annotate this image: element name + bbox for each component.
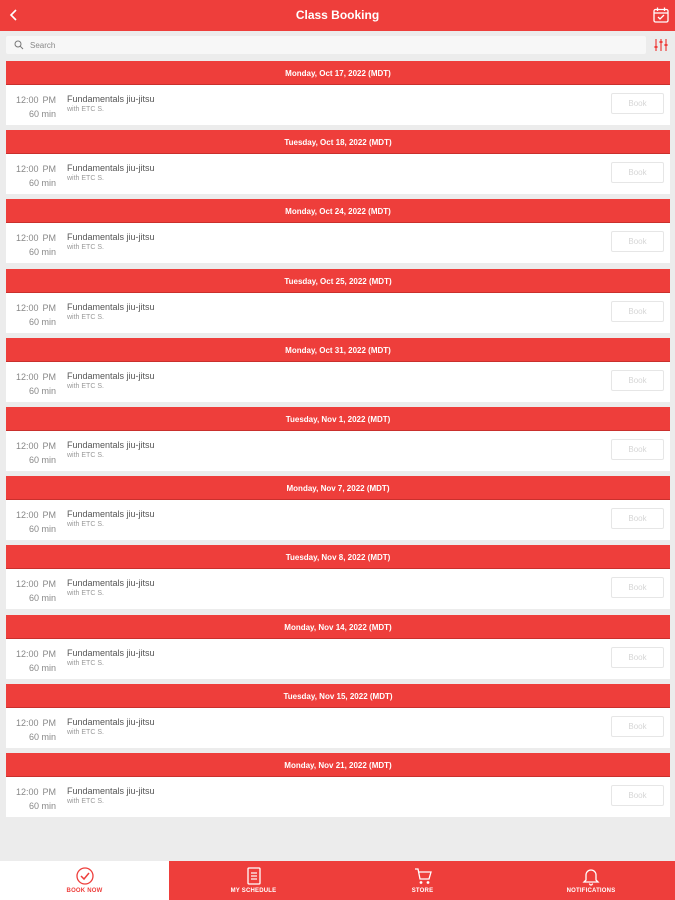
- class-name: Fundamentals jiu-jitsu: [67, 785, 155, 796]
- day-header: Monday, Oct 31, 2022 (MDT): [6, 338, 670, 362]
- am-pm: PM: [42, 440, 56, 451]
- bell-icon: [581, 866, 601, 886]
- class-row[interactable]: [6, 569, 670, 609]
- day-group: [6, 269, 670, 338]
- class-name: Fundamentals jiu-jitsu: [67, 509, 155, 520]
- duration: 60 min: [28, 385, 56, 396]
- nav-book-now[interactable]: [0, 861, 169, 900]
- day-header: Monday, Oct 17, 2022 (MDT): [6, 61, 670, 85]
- day-header: Monday, Nov 7, 2022 (MDT): [6, 476, 670, 500]
- bottom-nav: [0, 861, 675, 900]
- class-time: [6, 508, 56, 536]
- class-row[interactable]: [6, 223, 670, 263]
- class-name: Fundamentals jiu-jitsu: [67, 439, 155, 450]
- instructor: with ETC S.: [67, 659, 104, 667]
- day-header: Tuesday, Oct 18, 2022 (MDT): [6, 130, 670, 154]
- page-title: Class Booking: [295, 8, 380, 22]
- book-button[interactable]: Book: [611, 301, 664, 322]
- class-time: [6, 93, 56, 121]
- book-button[interactable]: Book: [611, 439, 664, 460]
- instructor: with ETC S.: [67, 728, 104, 736]
- class-time: [6, 716, 56, 744]
- book-button[interactable]: Book: [611, 577, 664, 598]
- calendar-icon: [652, 6, 670, 24]
- instructor: with ETC S.: [67, 175, 104, 183]
- duration: 60 min: [28, 316, 56, 327]
- class-time: [6, 647, 56, 675]
- am-pm: PM: [42, 164, 56, 175]
- class-name: Fundamentals jiu-jitsu: [67, 578, 155, 589]
- day-group: [6, 61, 670, 130]
- search-icon: [14, 40, 24, 50]
- class-row[interactable]: [6, 362, 670, 402]
- book-button[interactable]: Book: [611, 508, 664, 529]
- class-name: Fundamentals jiu-jitsu: [67, 94, 155, 104]
- start-time: 12:00: [15, 302, 39, 313]
- class-time: [6, 577, 56, 605]
- am-pm: PM: [42, 371, 56, 382]
- class-time: [6, 370, 56, 398]
- day-group: [6, 615, 670, 684]
- nav-label: BOOK NOW: [66, 888, 103, 894]
- day-group: [6, 476, 670, 545]
- class-name: Fundamentals jiu-jitsu: [67, 232, 155, 243]
- filter-button[interactable]: [653, 37, 669, 53]
- class-name: Fundamentals jiu-jitsu: [67, 647, 155, 658]
- nav-label: STORE: [411, 888, 434, 894]
- search-bar: [6, 36, 646, 54]
- cart-icon: [413, 866, 433, 886]
- class-row[interactable]: [6, 85, 670, 125]
- day-header: Tuesday, Oct 25, 2022 (MDT): [6, 269, 670, 293]
- start-time: 12:00: [15, 579, 39, 590]
- day-header: Monday, Oct 24, 2022 (MDT): [6, 199, 670, 223]
- day-group: [6, 130, 670, 199]
- duration: 60 min: [28, 109, 56, 119]
- instructor: with ETC S.: [67, 382, 104, 390]
- start-time: 12:00: [15, 164, 39, 175]
- class-row[interactable]: [6, 708, 670, 748]
- class-time: [6, 231, 56, 259]
- am-pm: PM: [42, 717, 56, 728]
- start-time: 12:00: [15, 786, 39, 797]
- day-group: [6, 407, 670, 476]
- nav-label: MY SCHEDULE: [230, 888, 277, 894]
- start-time: 12:00: [15, 717, 39, 728]
- duration: 60 min: [28, 247, 56, 258]
- check-circle-icon: [75, 866, 95, 886]
- duration: 60 min: [28, 454, 56, 465]
- day-header: Tuesday, Nov 1, 2022 (MDT): [6, 407, 670, 431]
- nav-label: NOTIFICATIONS: [566, 888, 616, 894]
- nav-notifications[interactable]: [507, 861, 675, 900]
- instructor: with ETC S.: [67, 244, 104, 252]
- duration: 60 min: [28, 800, 56, 811]
- book-button[interactable]: Book: [611, 370, 664, 391]
- class-row[interactable]: [6, 431, 670, 471]
- search-input[interactable]: [30, 41, 620, 50]
- duration: 60 min: [28, 662, 56, 673]
- calendar-button[interactable]: [652, 6, 670, 24]
- class-time: [6, 785, 56, 813]
- class-name: Fundamentals jiu-jitsu: [67, 301, 155, 312]
- duration: 60 min: [28, 731, 56, 742]
- am-pm: PM: [42, 648, 56, 659]
- start-time: 12:00: [15, 648, 39, 659]
- instructor: with ETC S.: [67, 451, 104, 459]
- duration: 60 min: [28, 593, 56, 604]
- day-header: Monday, Nov 14, 2022 (MDT): [6, 615, 670, 639]
- class-list: [6, 61, 670, 822]
- start-time: 12:00: [15, 510, 39, 521]
- book-button[interactable]: Book: [611, 162, 664, 183]
- am-pm: PM: [42, 786, 56, 797]
- book-button[interactable]: Book: [611, 231, 664, 252]
- book-button[interactable]: Book: [611, 716, 664, 737]
- filter-sliders-icon: [653, 37, 669, 53]
- class-name: Fundamentals jiu-jitsu: [67, 163, 155, 174]
- schedule-icon: [244, 866, 264, 886]
- nav-my-schedule[interactable]: [169, 861, 338, 900]
- am-pm: PM: [42, 510, 56, 521]
- class-time: [6, 301, 56, 329]
- am-pm: PM: [42, 302, 56, 313]
- instructor: with ETC S.: [67, 106, 104, 113]
- class-row[interactable]: [6, 777, 670, 817]
- top-bar: [0, 0, 675, 31]
- day-group: [6, 338, 670, 407]
- class-row[interactable]: [6, 500, 670, 540]
- book-button[interactable]: Book: [611, 647, 664, 668]
- class-time: [6, 162, 56, 190]
- am-pm: PM: [42, 95, 56, 105]
- day-header: Monday, Nov 21, 2022 (MDT): [6, 753, 670, 777]
- class-time: [6, 439, 56, 467]
- instructor: with ETC S.: [67, 590, 104, 598]
- start-time: 12:00: [15, 371, 39, 382]
- class-row[interactable]: [6, 293, 670, 333]
- day-group: [6, 545, 670, 614]
- day-group: [6, 753, 670, 822]
- book-button[interactable]: Book: [611, 785, 664, 806]
- am-pm: PM: [42, 579, 56, 590]
- instructor: with ETC S.: [67, 521, 104, 529]
- day-header: Tuesday, Nov 15, 2022 (MDT): [6, 684, 670, 708]
- class-row[interactable]: [6, 639, 670, 679]
- duration: 60 min: [28, 524, 56, 535]
- book-button[interactable]: Book: [611, 93, 664, 114]
- start-time: 12:00: [15, 95, 39, 105]
- start-time: 12:00: [15, 440, 39, 451]
- class-name: Fundamentals jiu-jitsu: [67, 716, 155, 727]
- day-group: [6, 684, 670, 753]
- am-pm: PM: [42, 233, 56, 244]
- start-time: 12:00: [15, 233, 39, 244]
- instructor: with ETC S.: [67, 313, 104, 321]
- day-header: Tuesday, Nov 8, 2022 (MDT): [6, 545, 670, 569]
- nav-store[interactable]: [338, 861, 507, 900]
- class-row[interactable]: [6, 154, 670, 194]
- duration: 60 min: [28, 178, 56, 189]
- class-name: Fundamentals jiu-jitsu: [67, 370, 155, 381]
- day-group: [6, 199, 670, 268]
- instructor: with ETC S.: [67, 797, 104, 805]
